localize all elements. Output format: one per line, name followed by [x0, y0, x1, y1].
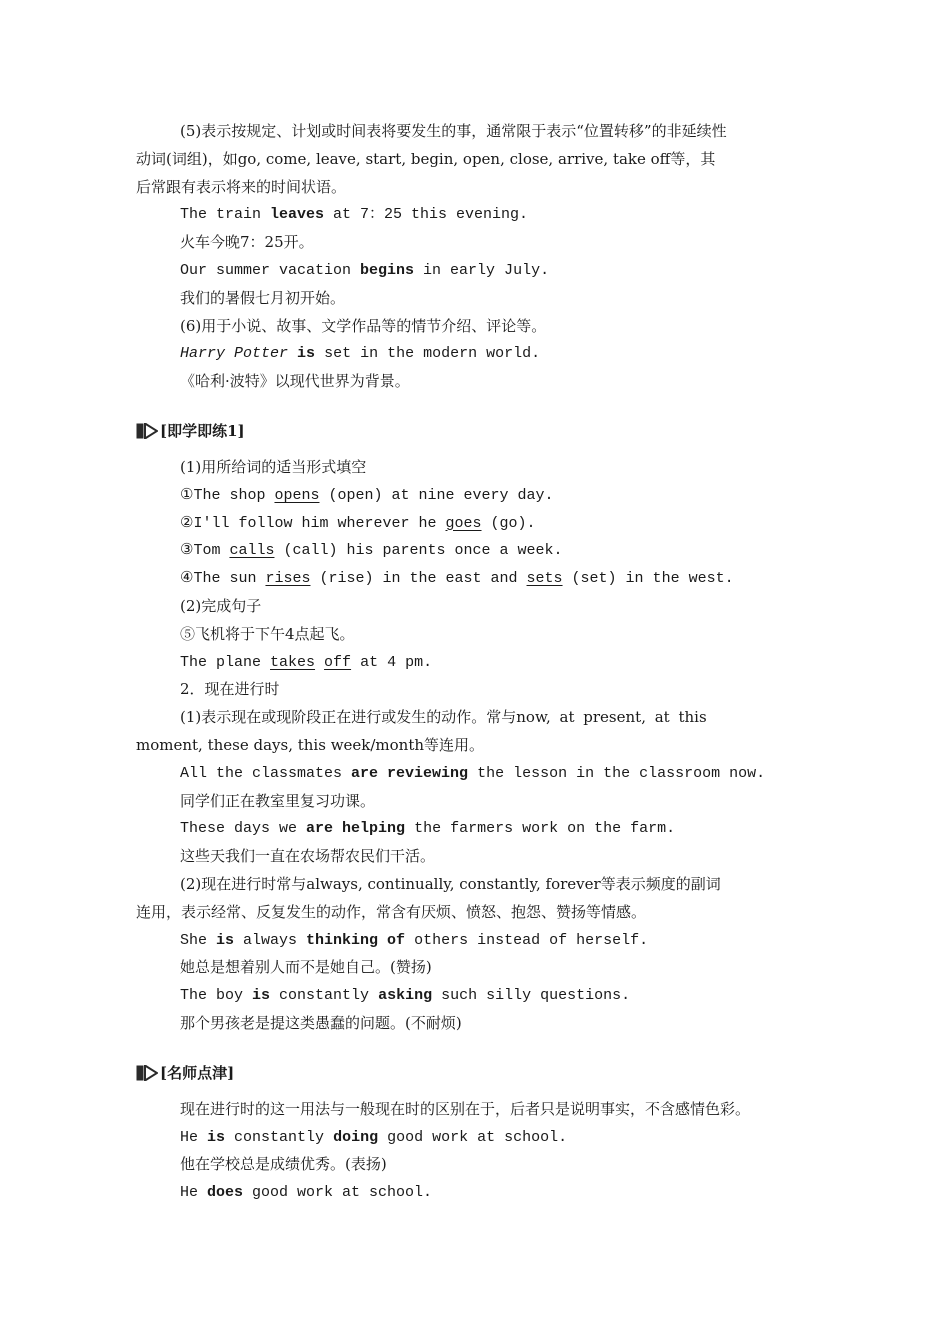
paragraph-5-line-2: 动词(词组)，如go, come, leave, start, begin, open, close, arrive, take off等，其 — [136, 149, 716, 168]
section-header-teacher-tip — [136, 1058, 816, 1088]
progressive-paragraph-1-line-1: (1)表示现在或现阶段正在进行或发生的动作。常与now, at present, at this — [180, 708, 707, 727]
keyword: asking — [378, 987, 433, 1005]
paragraph-5-line-3: 后常跟有表示将来的时间状语。 — [136, 177, 347, 196]
tip-paragraph: 现在进行时的这一用法与一般现在时的区别在于，后者只是说明事实，不含感情色彩。 — [180, 1099, 751, 1118]
keyword: are reviewing — [351, 764, 469, 782]
exercise-item-4: ④The sun rises (rise) in the east and sets (set) in the west. — [180, 570, 734, 588]
keyword: doing — [333, 1128, 379, 1146]
exercise-part-2: (2)完成句子 — [180, 596, 262, 615]
keyword: is — [207, 1128, 226, 1146]
progressive-paragraph-2-line-1: (2)现在进行时常与always, continually, constantly, forever等表示频度的副词 — [180, 874, 721, 893]
example-she-translation: 她总是想着别人而不是她自己。(赞扬) — [180, 958, 432, 977]
example-boy: The boy is constantly asking such silly questions. — [180, 987, 631, 1005]
section-header-practice — [136, 416, 816, 446]
exercise-part-1: (1)用所给词的适当形式填空 — [180, 457, 367, 476]
answer-blank: opens — [274, 486, 320, 504]
answer-blank: rises — [265, 570, 311, 588]
example-boy-translation: 那个男孩老是提这类愚蠢的问题。(不耐烦) — [180, 1013, 462, 1032]
example-these-days-translation: 这些天我们一直在农场帮农民们干活。 — [180, 847, 436, 866]
keyword: thinking of — [306, 931, 406, 949]
example-he-doing-translation: 他在学校总是成绩优秀。(表扬) — [180, 1155, 387, 1174]
section-label: [即学即练1] — [160, 421, 245, 440]
document-page — [136, 118, 816, 1207]
section-label: [名师点津] — [160, 1063, 235, 1082]
keyword: does — [207, 1184, 244, 1202]
answer-blank: off — [324, 653, 352, 671]
keyword: is — [252, 987, 271, 1005]
answer-blank: sets — [526, 570, 563, 588]
exercise-item-3: ③Tom calls (call) his parents once a week. — [180, 542, 563, 560]
example-she: She is always thinking of others instead of herself. — [180, 931, 649, 949]
example-harry: Harry Potter is set in the modern world. — [180, 345, 541, 363]
paragraph-5-line-1: (5)表示按规定、计划或时间表将要发生的事，通常限于表示“位置转移”的非延续性 — [180, 122, 727, 140]
answer-blank: calls — [229, 542, 275, 560]
answer-blank: goes — [445, 514, 482, 532]
exercise-item-5-prompt: ⑤飞机将于下午4点起飞。 — [180, 624, 355, 643]
progressive-paragraph-1-line-2: moment, these days, this week/month等连用。 — [136, 735, 485, 754]
example-summer-translation: 我们的暑假七月初开始。 — [180, 288, 346, 307]
exercise-item-2: ②I'll follow him wherever he goes (go). — [180, 514, 536, 532]
example-these-days: These days we are helping the farmers work on the farm. — [180, 820, 676, 838]
example-classmates: All the classmates are reviewing the lesson in the classroom now. — [180, 764, 766, 782]
answer-blank: takes — [270, 653, 316, 671]
keyword: is — [216, 931, 235, 949]
exercise-item-1: ①The shop opens (open) at nine every day. — [180, 486, 554, 504]
example-train: The train leaves at 7：25 this evening. — [180, 206, 529, 224]
paragraph-6: (6)用于小说、故事、文学作品等的情节介绍、评论等。 — [180, 316, 547, 335]
example-train-translation: 火车今晚7：25开。 — [180, 233, 314, 252]
keyword: leaves — [270, 206, 325, 224]
example-classmates-translation: 同学们正在教室里复习功课。 — [180, 791, 376, 810]
book-title: Harry Potter — [180, 345, 289, 363]
example-he-doing: He is constantly doing good work at school. — [180, 1128, 568, 1146]
heading-present-progressive: 2．现在进行时 — [180, 680, 280, 699]
play-arrow-icon — [136, 1065, 158, 1081]
keyword: are helping — [306, 820, 406, 838]
keyword: begins — [360, 261, 415, 279]
progressive-paragraph-2-line-2: 连用，表示经常、反复发生的动作，常含有厌烦、愤怒、抱怨、赞扬等情感。 — [136, 902, 647, 921]
example-he-does: He does good work at school. — [180, 1184, 433, 1202]
keyword: is — [297, 345, 316, 363]
play-arrow-icon — [136, 423, 158, 439]
example-summer: Our summer vacation begins in early July. — [180, 261, 550, 279]
exercise-item-5: The plane takes off at 4 pm. — [180, 653, 433, 671]
example-harry-translation: 《哈利·波特》以现代世界为背景。 — [180, 372, 410, 391]
